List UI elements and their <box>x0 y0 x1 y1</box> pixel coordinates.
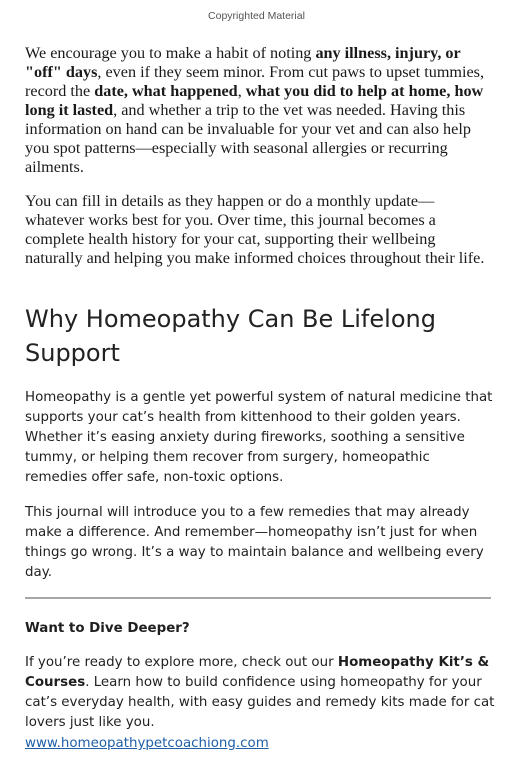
text-run: If you’re ready to explore more, check out our <box>25 655 338 670</box>
bold-run: any illness, injury, or "off" days <box>25 44 461 81</box>
text-run: We encourage you to make a habit of noting <box>25 44 316 62</box>
text-run: . Learn how to build confidence using homeopathy for your cat’s everyday health, with easy guides and remedy kits made for cat lovers just like you. <box>25 675 495 730</box>
bold-run: Homeopathy Kit’s & Courses <box>25 655 490 690</box>
paragraph-journal-remedies: This journal will introduce you to a few remedies that may already make a difference. And remember—homeopathy isn’t just for when things go wrong. It’s a way to maintain balance and wellbeing every day. <box>25 505 484 580</box>
text-run: , even if they seem minor. From cut paws to upset tummies, record the <box>25 63 485 100</box>
section-heading: Why Homeopathy Can Be Lifelong Support <box>25 305 436 367</box>
website-link[interactable]: www.homeopathypetcoachiong.com <box>25 736 269 751</box>
text-run: , and whether a trip to the vet was needed. Having this information on hand can be invaluable for your vet and can also help you spot patterns—especially with seasonal allergies or recurring ailments. <box>25 101 471 176</box>
paragraph-explore-more <box>25 653 495 733</box>
copyright-header: Copyrighted Material <box>208 10 305 22</box>
bold-run: date, what happened <box>94 82 238 100</box>
horizontal-divider <box>25 597 491 599</box>
paragraph-record-illness <box>25 44 490 177</box>
paragraph-homeopathy-intro: Homeopathy is a gentle yet powerful system of natural medicine that supports your cat’s health from kittenhood to their golden years. Whether it’s easing anxiety during fireworks, soothing a sensitive tummy, or helping them recover from surgery, homeopathic remedies offer safe, non-toxic options. <box>25 390 493 485</box>
paragraph-monthly-update: You can fill in details as they happen or do a monthly update—whatever works best for you. Over time, this journal becomes a complete health history for your cat, supporting their wellbeing naturally and helping you make informed choices throughout their life. <box>25 192 485 267</box>
text-run: , <box>237 82 246 100</box>
bold-run: what you did to help at home, how long it lasted <box>25 82 484 119</box>
dive-deeper-heading: Want to Dive Deeper? <box>25 621 190 636</box>
